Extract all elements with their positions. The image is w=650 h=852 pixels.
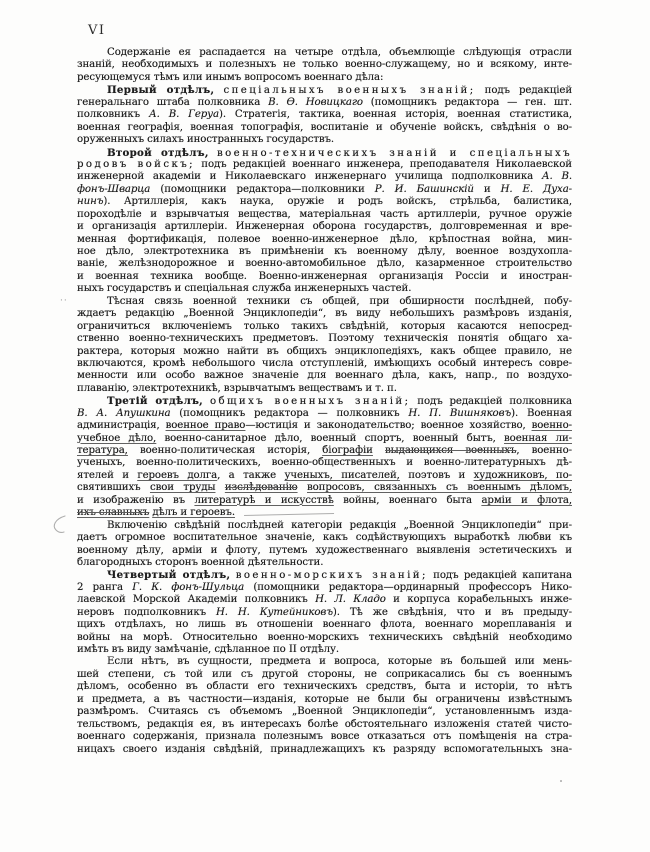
pencil-underlined-text: военно- — [531, 420, 572, 432]
text-segment: Н. Е. Духа- — [500, 183, 572, 195]
pencil-underlined-text: дѣлъ и героевъ. — [152, 507, 235, 519]
text-segment: Содержаніе ея распадается на четыре отдѣла, объемлющіе слѣдующія отрасли — [107, 47, 572, 58]
pencil-underlined-text: учебное дѣло, — [77, 432, 157, 444]
text-line — [77, 507, 572, 519]
text-segment: Включенію свѣдѣній послѣдней категоріи редакція „Военной Энциклопедіи“ при- — [107, 519, 572, 531]
text-segment: подъ редакціей капитана — [427, 570, 572, 582]
text-segment: ваніе, желѣзнодорожное и военно-автомобильное дѣло, казарменное строительство — [77, 258, 572, 270]
text-segment: подъ редакціей — [475, 85, 572, 97]
text-line — [77, 209, 572, 221]
text-line — [77, 159, 572, 171]
text-segment: А. В. — [541, 171, 572, 183]
text-segment: и предмета, а въ частности—изданія, которые не были бы ограничены извѣстнымъ — [77, 693, 572, 705]
text-line — [77, 358, 572, 370]
pencil-underlined-text: литературѣ и искусствѣ — [194, 494, 334, 506]
text-segment — [214, 85, 223, 96]
text-segment: Если нѣтъ, въ сущности, предмета и вопроса, которые въ большей или мень- — [107, 656, 572, 668]
text-line — [77, 196, 572, 208]
text-line — [77, 632, 572, 644]
text-segment: ждаетъ редакцію „Военной Энциклопедіи“, въ виду небольшихъ размѣровъ изданія, — [77, 308, 572, 320]
text-segment: размѣромъ. Считаясь съ объемомъ „Военной Энциклопедіи“, установленнымъ изда- — [77, 706, 572, 718]
text-segment: Третій отдѣлъ, — [107, 395, 204, 408]
text-line — [77, 346, 572, 358]
text-segment: ). Артиллерія, какъ наука, оружіе и родъ войскъ, стрѣльба, балистика, — [103, 196, 572, 208]
text-segment: военно-политическая исторія, — [127, 445, 323, 456]
text-segment: (помощникъ редактора — полковникъ — [170, 407, 409, 419]
text-segment: Н. Л. Кладо — [315, 594, 386, 606]
text-line — [77, 134, 572, 146]
text-line — [77, 433, 572, 445]
text-segment: ное дѣло, электротехника въ примѣненіи къ военному дѣлу, военное воздухопла- — [77, 246, 572, 257]
text-segment: шей степени, съ той или съ другой стороны, не соприкасались бы съ военнымъ — [77, 668, 572, 680]
paragraph — [77, 84, 572, 146]
pencil-curve-mark — [50, 514, 68, 536]
text-segment: ятелей и — [77, 469, 138, 481]
pencil-underlined-text: тература, — [77, 445, 128, 456]
text-segment: пороходѣліе и взрывчатыя вещества, матеріальная часть артиллеріи, ручное оружіе — [77, 208, 572, 220]
text-segment: В. А. Апушкина — [77, 407, 171, 419]
text-line — [77, 706, 572, 718]
paragraph — [77, 296, 572, 396]
text-segment: ). Тѣ же свѣдѣнія, что и въ предыду- — [332, 606, 572, 618]
text-segment: спеціальныхъ военныхъ знаній; — [223, 85, 476, 97]
text-line — [77, 97, 572, 109]
text-line — [77, 395, 572, 407]
text-line — [77, 383, 572, 395]
text-segment: ограничиться включеніемъ только такихъ свѣдѣній, которыя касаются непосред- — [77, 320, 572, 332]
scan-speck — [215, 76, 217, 78]
text-segment: , а также — [217, 469, 285, 481]
text-segment: лаевской Морской Академіи полковникъ — [77, 594, 316, 606]
text-line — [77, 731, 572, 743]
text-line — [77, 171, 572, 183]
pencil-underlined-text: ихъ славныхъ — [77, 507, 150, 519]
text-segment: и организація артиллеріи. Инженерная оборона государствъ, долговременная и вре- — [77, 221, 572, 233]
text-line — [77, 557, 572, 569]
text-line — [77, 594, 572, 606]
text-segment: , военно- — [516, 445, 572, 456]
text-line — [77, 333, 572, 345]
text-segment: рактера, которыя можно найти въ общихъ энциклопедіяхъ, какъ общее правило, не — [77, 345, 572, 357]
text-segment: инженерной академіи и Николаевскаго инженернаго училища подполковника — [77, 171, 542, 183]
text-segment: менности или особо важное значеніе для военнаго дѣла, какъ, напр., по воздухо- — [77, 370, 572, 382]
text-segment: тельствомъ, редакція ея, въ интересахъ болѣе обстоятельнаго изложенія статей чисто- — [77, 718, 572, 730]
text-line — [77, 296, 572, 308]
pencil-underlined-text: военное право — [165, 420, 246, 432]
text-segment: фонъ-Шварца — [77, 183, 151, 195]
paragraph — [77, 395, 572, 519]
text-segment: плаванію, электротехникѣ, взрывчатымъ веществамъ и т. п. — [77, 382, 397, 394]
text-segment: полковникъ — [77, 109, 150, 121]
text-segment: (помощникъ редактора — ген. шт. — [362, 96, 572, 108]
text-segment: Тѣсная связь военной техники съ общей, при обширности послѣдней, побу- — [107, 295, 572, 307]
text-segment: военнаго содержанія, признала полезнымъ вовсе отказаться отъ помѣщенія на стра- — [77, 731, 572, 743]
pencil-dots-mark: ·· — [60, 296, 68, 306]
text-line — [77, 495, 572, 507]
text-line — [77, 470, 572, 482]
text-line — [77, 619, 572, 631]
text-segment — [209, 148, 217, 159]
paragraph — [77, 569, 572, 656]
pencil-underlined-text: изслѣдованію — [224, 482, 298, 494]
text-segment: войны, военнаго быта — [333, 494, 482, 506]
text-segment: ученыхъ, военно-политическихъ, военно-общественныхъ и военно-литературныхъ дѣ- — [77, 457, 572, 469]
text-line — [77, 221, 572, 233]
text-segment — [373, 445, 385, 456]
text-segment: (помощники редактора—полковники — [150, 183, 375, 195]
text-segment: неровъ подполковникъ — [77, 606, 216, 618]
text-segment: 2 ранга — [77, 581, 133, 593]
text-block — [77, 47, 572, 756]
text-line — [77, 258, 572, 270]
text-segment: и — [473, 183, 501, 195]
paragraph — [77, 147, 572, 296]
text-line — [77, 246, 572, 258]
text-segment: знаній, необходимыхъ и полезныхъ не только военно-служащему, но и всякому, инте- — [77, 59, 572, 71]
text-line — [77, 420, 572, 432]
text-segment: щихъ отдѣлахъ, но лишь въ отношеніи военнаго флота, военнаго мореплаванія и — [77, 619, 572, 631]
text-line — [77, 408, 572, 420]
text-segment: Четвертый отдѣлъ, — [107, 569, 231, 582]
text-line — [77, 457, 572, 469]
text-segment: В. Ѳ. Новицкаго — [268, 96, 363, 108]
text-line — [77, 644, 572, 656]
text-line — [77, 84, 572, 96]
text-segment: родовъ войскъ; — [77, 158, 195, 170]
text-segment: войны на морѣ. Относительно военно-морскихъ техническихъ свѣдѣній необходимо — [77, 631, 572, 643]
text-segment: даетъ огромное воспитательное значеніе, какъ содѣйствующихъ выработкѣ любви къ — [77, 532, 572, 544]
text-line — [77, 445, 572, 457]
text-line — [77, 482, 572, 494]
text-segment: военно-техническихъ знаній и спеціальныхъ — [216, 147, 572, 159]
text-segment: менная фортификація, полевое военно-инженерное дѣло, крѣпостная война, мин- — [77, 233, 572, 245]
text-segment: благородныхъ сторонъ военной дѣятельности. — [77, 556, 324, 568]
pencil-underlined-text: художниковъ, по- — [473, 469, 572, 481]
text-line — [77, 271, 572, 283]
text-line — [77, 520, 572, 532]
pencil-underlined-text: ученыхъ, писателей, — [284, 469, 400, 481]
text-segment: ницахъ своего изданія свѣдѣній, принадлежащихъ къ разряду вспомогательныхъ зна- — [77, 743, 572, 755]
text-segment: подъ редакціей полковника — [410, 396, 572, 408]
text-line — [77, 147, 572, 159]
text-segment: оруженныхъ силахъ иностранныхъ государствъ. — [77, 134, 335, 146]
text-segment: святившихъ — [77, 482, 150, 494]
text-segment: —юстиція и законодательство; военное хозяйство, — [245, 420, 532, 432]
text-line — [77, 321, 572, 333]
text-segment: ресующемуся тѣмъ или инымъ вопросомъ военнаго дѣла: — [77, 71, 384, 83]
text-line — [77, 370, 572, 382]
pencil-underlined-text: свои труды — [149, 482, 216, 494]
text-line — [77, 122, 572, 134]
text-line — [77, 607, 572, 619]
text-segment: ныхъ государствъ и спеціальная служба инженерныхъ частей. — [77, 283, 412, 295]
text-segment: военно-морскихъ знаній; — [235, 570, 428, 582]
text-segment: Н. П. Вишняковъ — [408, 407, 512, 419]
text-segment: подъ редакціей военнаго инженера, преподавателя Николаевской — [194, 158, 572, 170]
pencil-underlined-text: героевъ долга — [137, 469, 218, 481]
text-line — [77, 72, 572, 84]
paragraph — [77, 520, 572, 570]
text-line — [77, 234, 572, 246]
text-line — [77, 47, 572, 59]
text-line — [77, 109, 572, 121]
text-line — [77, 532, 572, 544]
pencil-underlined-text: военная ли- — [504, 432, 572, 444]
text-segment: поэтовъ и — [399, 469, 474, 481]
text-segment: генеральнаго штаба полковника — [77, 96, 269, 108]
text-line — [77, 656, 572, 668]
text-line — [77, 569, 572, 581]
text-segment: ). Военная — [511, 407, 572, 419]
text-segment: ). Стратегія, тактика, военная исторія, военная статистика, — [218, 109, 572, 121]
text-segment: военная географія, военная топографія, воспитаніе и обученіе войскъ, свѣдѣнія о во- — [77, 121, 572, 133]
text-segment: и корпуса корабельныхъ инже- — [385, 594, 572, 606]
text-segment: ственно военно-техническихъ предметовъ. Поэтому техническія понятія общаго ха- — [77, 333, 572, 345]
paragraph — [77, 656, 572, 756]
text-segment: Н. Н. Кутейниковъ — [215, 606, 333, 618]
text-line — [77, 669, 572, 681]
text-segment — [215, 482, 224, 493]
text-segment: администрація, — [77, 420, 166, 432]
text-segment: военному дѣлу, арміи и флоту, путемъ художественнаго выявленія эстетическихъ и — [77, 544, 572, 556]
text-line — [77, 694, 572, 706]
text-line — [77, 582, 572, 594]
paragraph — [77, 47, 572, 84]
pencil-underlined-text: біографіи — [322, 445, 373, 456]
text-segment — [298, 482, 307, 493]
page-number: VI — [88, 23, 106, 38]
text-segment — [203, 396, 210, 407]
text-line — [77, 283, 572, 295]
scan-speck — [560, 780, 562, 782]
text-segment: и изображенію въ — [77, 494, 195, 506]
text-line — [77, 184, 572, 196]
text-segment: общихъ военныхъ знаній; — [209, 396, 411, 408]
text-segment: Г. К. фонъ-Шульца — [132, 581, 245, 593]
pencil-underlined-text: вопросовъ, связанныхъ съ военнымъ дѣломъ, — [307, 482, 572, 494]
text-segment: нинъ — [77, 196, 104, 208]
text-segment: имѣть въ виду замѣчаніе, сдѣланное по II отдѣлу. — [77, 644, 340, 655]
text-segment: Второй отдѣлъ, — [107, 146, 209, 159]
pencil-struck-text: выдающихся военныхъ — [385, 445, 517, 456]
text-line — [77, 681, 572, 693]
text-line — [77, 59, 572, 71]
text-segment: (помощники редактора—ординарный профессоръ Нико- — [244, 581, 572, 593]
text-line — [77, 744, 572, 756]
text-segment: дѣломъ, особенно въ области его техническихъ средствъ, быта и исторіи, то нѣтъ — [77, 681, 572, 693]
text-line — [77, 308, 572, 320]
pencil-underlined-text: арміи и флота, — [481, 494, 572, 506]
text-line — [77, 719, 572, 731]
text-segment: включаются, кромѣ небольшого числа отступленій, имѣющихъ особый интересъ совре- — [77, 357, 572, 369]
text-segment: военно-санитарное дѣло, военный спортъ, военный бытъ, — [156, 432, 505, 444]
text-segment: Р. И. Башинскій — [374, 183, 474, 195]
text-segment: А. В. Геруа — [149, 109, 219, 121]
pencil-tail-mark — [244, 508, 334, 516]
text-segment: и военная техника вообще. Военно-инженерная организація Россіи и иностран- — [77, 270, 572, 282]
text-segment: Первый отдѣлъ, — [107, 84, 215, 97]
text-line — [77, 545, 572, 557]
